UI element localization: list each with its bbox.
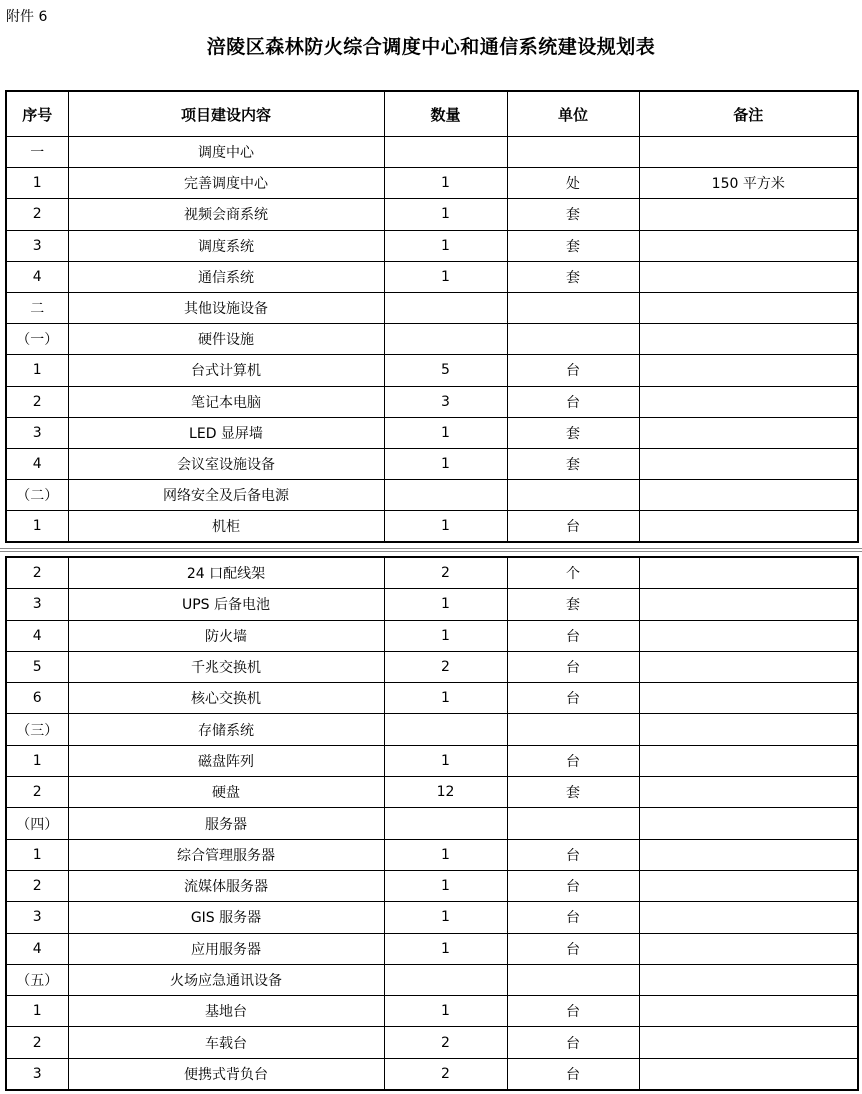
- cell-remarks: [639, 324, 858, 355]
- cell-unit: [507, 324, 639, 355]
- cell-content: 会议室设施设备: [68, 448, 384, 479]
- cell-quantity: 5: [384, 355, 507, 386]
- cell-index: 3: [6, 902, 68, 933]
- table-row: [6, 511, 858, 543]
- cell-index: （二）: [6, 480, 68, 511]
- table-row: [6, 808, 858, 839]
- cell-unit: 台: [507, 870, 639, 901]
- table-row: [6, 1058, 858, 1090]
- cell-remarks: [639, 839, 858, 870]
- cell-content: 机柜: [68, 511, 384, 543]
- cell-remarks: [639, 292, 858, 323]
- cell-remarks: [639, 511, 858, 543]
- cell-content: 其他设施设备: [68, 292, 384, 323]
- table-row: [6, 777, 858, 808]
- cell-unit: [507, 292, 639, 323]
- cell-unit: [507, 964, 639, 995]
- cell-quantity: [384, 292, 507, 323]
- cell-index: 1: [6, 745, 68, 776]
- cell-unit: [507, 480, 639, 511]
- cell-content: 硬件设施: [68, 324, 384, 355]
- cell-quantity: 1: [384, 996, 507, 1027]
- cell-index: 2: [6, 557, 68, 589]
- cell-content: 笔记本电脑: [68, 386, 384, 417]
- cell-index: 4: [6, 620, 68, 651]
- table-row: [6, 137, 858, 168]
- cell-content: 硬盘: [68, 777, 384, 808]
- cell-remarks: [639, 651, 858, 682]
- cell-remarks: [639, 386, 858, 417]
- cell-remarks: [639, 355, 858, 386]
- cell-index: 二: [6, 292, 68, 323]
- cell-content: 流媒体服务器: [68, 870, 384, 901]
- cell-remarks: [639, 557, 858, 589]
- cell-unit: 台: [507, 1058, 639, 1090]
- cell-unit: 台: [507, 511, 639, 543]
- header-content: 项目建设内容: [68, 91, 384, 137]
- cell-index: （五）: [6, 964, 68, 995]
- cell-remarks: [639, 620, 858, 651]
- cell-content: 磁盘阵列: [68, 745, 384, 776]
- cell-quantity: [384, 714, 507, 745]
- cell-remarks: [639, 137, 858, 168]
- cell-index: 1: [6, 355, 68, 386]
- cell-remarks: 150 平方米: [639, 168, 858, 199]
- cell-content: 火场应急通讯设备: [68, 964, 384, 995]
- cell-content: 24 口配线架: [68, 557, 384, 589]
- cell-quantity: 1: [384, 933, 507, 964]
- cell-index: 2: [6, 870, 68, 901]
- cell-remarks: [639, 448, 858, 479]
- cell-remarks: [639, 996, 858, 1027]
- cell-index: 4: [6, 261, 68, 292]
- table-row: [6, 386, 858, 417]
- table-row: [6, 292, 858, 323]
- cell-unit: 台: [507, 745, 639, 776]
- cell-remarks: [639, 199, 858, 230]
- cell-remarks: [639, 230, 858, 261]
- header-index: 序号: [6, 91, 68, 137]
- cell-quantity: 3: [384, 386, 507, 417]
- cell-unit: 台: [507, 651, 639, 682]
- table-row: [6, 355, 858, 386]
- cell-quantity: 1: [384, 839, 507, 870]
- header-unit: 单位: [507, 91, 639, 137]
- cell-content: 视频会商系统: [68, 199, 384, 230]
- cell-index: 2: [6, 199, 68, 230]
- cell-quantity: [384, 808, 507, 839]
- cell-remarks: [639, 964, 858, 995]
- cell-content: 调度中心: [68, 137, 384, 168]
- table-row: [6, 417, 858, 448]
- cell-unit: 套: [507, 230, 639, 261]
- cell-index: 1: [6, 511, 68, 543]
- cell-index: 3: [6, 230, 68, 261]
- cell-remarks: [639, 902, 858, 933]
- cell-unit: 台: [507, 839, 639, 870]
- cell-unit: 台: [507, 1027, 639, 1058]
- page-separator: [0, 551, 862, 552]
- cell-quantity: [384, 480, 507, 511]
- cell-content: 防火墙: [68, 620, 384, 651]
- cell-content: 核心交换机: [68, 683, 384, 714]
- cell-quantity: 2: [384, 651, 507, 682]
- cell-unit: 个: [507, 557, 639, 589]
- table-row: [6, 324, 858, 355]
- cell-remarks: [639, 870, 858, 901]
- cell-unit: 套: [507, 589, 639, 620]
- table-row: [6, 870, 858, 901]
- cell-index: 2: [6, 386, 68, 417]
- cell-remarks: [639, 683, 858, 714]
- cell-content: 基地台: [68, 996, 384, 1027]
- cell-index: 一: [6, 137, 68, 168]
- table-row: [6, 839, 858, 870]
- table-row: [6, 261, 858, 292]
- table-row: [6, 964, 858, 995]
- cell-unit: [507, 137, 639, 168]
- cell-content: GIS 服务器: [68, 902, 384, 933]
- cell-unit: 台: [507, 902, 639, 933]
- table-row: [6, 745, 858, 776]
- cell-unit: 台: [507, 683, 639, 714]
- cell-unit: 台: [507, 386, 639, 417]
- cell-quantity: 1: [384, 448, 507, 479]
- cell-index: 4: [6, 448, 68, 479]
- cell-content: 网络安全及后备电源: [68, 480, 384, 511]
- cell-unit: 台: [507, 355, 639, 386]
- cell-content: 千兆交换机: [68, 651, 384, 682]
- plan-table-part1: [5, 90, 859, 543]
- cell-quantity: 1: [384, 683, 507, 714]
- cell-content: 车载台: [68, 1027, 384, 1058]
- cell-remarks: [639, 480, 858, 511]
- attachment-label: 附件 6: [6, 9, 48, 25]
- table-row: [6, 480, 858, 511]
- cell-index: 3: [6, 1058, 68, 1090]
- cell-quantity: [384, 964, 507, 995]
- cell-unit: 台: [507, 933, 639, 964]
- table-row: [6, 168, 858, 199]
- table-row: [6, 1027, 858, 1058]
- table-row: [6, 683, 858, 714]
- table-row: [6, 902, 858, 933]
- cell-remarks: [639, 933, 858, 964]
- cell-index: 3: [6, 589, 68, 620]
- cell-index: 4: [6, 933, 68, 964]
- cell-index: （四）: [6, 808, 68, 839]
- cell-remarks: [639, 1027, 858, 1058]
- table-row: [6, 448, 858, 479]
- cell-unit: 台: [507, 620, 639, 651]
- cell-quantity: 12: [384, 777, 507, 808]
- page-title: 涪陵区森林防火综合调度中心和通信系统建设规划表: [206, 36, 656, 58]
- cell-quantity: 2: [384, 1027, 507, 1058]
- cell-quantity: 1: [384, 261, 507, 292]
- cell-quantity: 1: [384, 902, 507, 933]
- cell-quantity: 1: [384, 230, 507, 261]
- cell-unit: 台: [507, 996, 639, 1027]
- cell-unit: 套: [507, 261, 639, 292]
- cell-remarks: [639, 417, 858, 448]
- table-row: [6, 589, 858, 620]
- table-row: [6, 557, 858, 589]
- cell-index: 5: [6, 651, 68, 682]
- cell-content: 综合管理服务器: [68, 839, 384, 870]
- table-row: [6, 651, 858, 682]
- cell-content: 服务器: [68, 808, 384, 839]
- cell-quantity: 1: [384, 511, 507, 543]
- cell-remarks: [639, 714, 858, 745]
- cell-quantity: [384, 137, 507, 168]
- cell-unit: [507, 808, 639, 839]
- cell-remarks: [639, 589, 858, 620]
- cell-index: 2: [6, 1027, 68, 1058]
- cell-quantity: 1: [384, 745, 507, 776]
- table-row: [6, 620, 858, 651]
- cell-quantity: 1: [384, 417, 507, 448]
- cell-unit: 处: [507, 168, 639, 199]
- cell-remarks: [639, 777, 858, 808]
- cell-quantity: 1: [384, 589, 507, 620]
- cell-index: 3: [6, 417, 68, 448]
- cell-content: 调度系统: [68, 230, 384, 261]
- cell-unit: 套: [507, 777, 639, 808]
- plan-table-part2: [5, 556, 859, 1091]
- cell-content: 完善调度中心: [68, 168, 384, 199]
- cell-quantity: 1: [384, 168, 507, 199]
- table-row: [6, 933, 858, 964]
- cell-remarks: [639, 261, 858, 292]
- cell-remarks: [639, 745, 858, 776]
- cell-unit: 套: [507, 417, 639, 448]
- cell-content: UPS 后备电池: [68, 589, 384, 620]
- cell-index: 2: [6, 777, 68, 808]
- cell-index: 1: [6, 996, 68, 1027]
- cell-quantity: 2: [384, 1058, 507, 1090]
- cell-content: LED 显屏墙: [68, 417, 384, 448]
- header-remarks: 备注: [639, 91, 858, 137]
- cell-unit: 套: [507, 199, 639, 230]
- cell-content: 通信系统: [68, 261, 384, 292]
- cell-index: 1: [6, 168, 68, 199]
- cell-content: 便携式背负台: [68, 1058, 384, 1090]
- cell-unit: [507, 714, 639, 745]
- page-separator: [0, 548, 862, 549]
- cell-remarks: [639, 1058, 858, 1090]
- cell-remarks: [639, 808, 858, 839]
- table-row: [6, 199, 858, 230]
- table-row: [6, 714, 858, 745]
- table-row: [6, 996, 858, 1027]
- table-row: [6, 230, 858, 261]
- cell-index: 1: [6, 839, 68, 870]
- cell-quantity: 1: [384, 870, 507, 901]
- cell-content: 台式计算机: [68, 355, 384, 386]
- cell-unit: 套: [507, 448, 639, 479]
- cell-quantity: 1: [384, 620, 507, 651]
- cell-quantity: 1: [384, 199, 507, 230]
- cell-index: 6: [6, 683, 68, 714]
- cell-quantity: 2: [384, 557, 507, 589]
- cell-index: （三）: [6, 714, 68, 745]
- cell-content: 存储系统: [68, 714, 384, 745]
- header-quantity: 数量: [384, 91, 507, 137]
- cell-content: 应用服务器: [68, 933, 384, 964]
- table-header-row: [6, 91, 858, 137]
- cell-index: （一）: [6, 324, 68, 355]
- cell-quantity: [384, 324, 507, 355]
